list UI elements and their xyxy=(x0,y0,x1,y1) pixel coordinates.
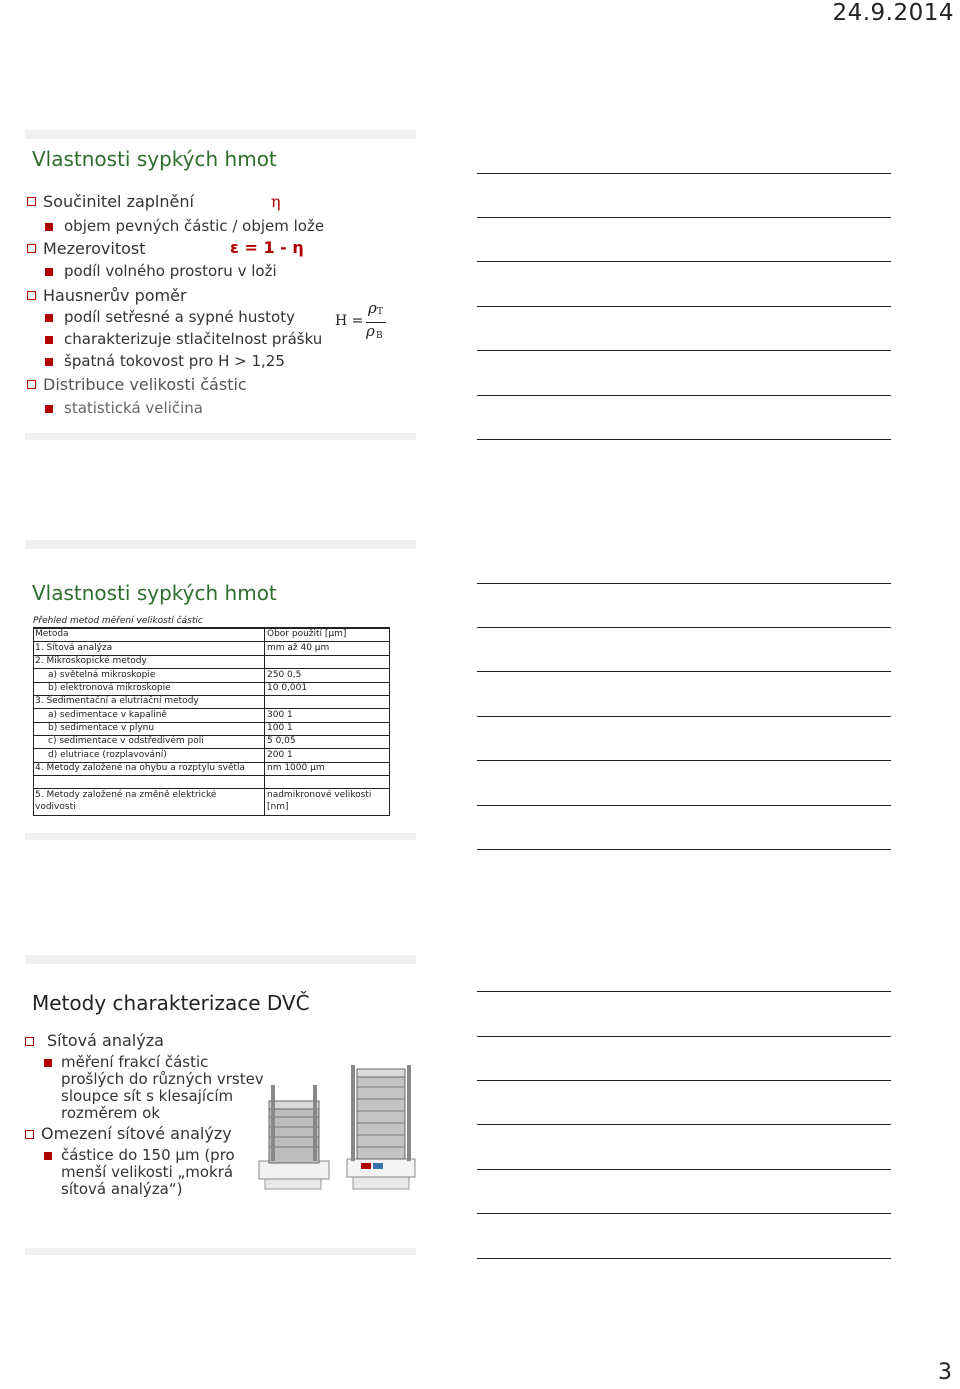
note-line xyxy=(477,306,891,307)
formula-numerator: ρ xyxy=(368,299,377,317)
formula-numerator-sub: T xyxy=(377,307,384,317)
filled-square-bullet-icon xyxy=(44,1152,52,1160)
slide-title: Vlastnosti sypkých hmot xyxy=(32,147,277,171)
formula-denominator: ρ xyxy=(366,322,375,340)
table-cell: [nm] xyxy=(267,802,289,812)
bullet-level2: objem pevných částic / objem lože xyxy=(64,217,325,235)
row-divider xyxy=(33,708,390,709)
row-divider xyxy=(33,775,390,776)
table-cell: 5. Metody založené na změně elektrické xyxy=(35,790,217,800)
note-line xyxy=(477,627,891,628)
slide-bottom-bar xyxy=(25,1248,416,1255)
table-cell: 2. Mikroskopické metody xyxy=(35,656,147,666)
formula-lhs: H = xyxy=(335,313,364,329)
row-divider xyxy=(33,748,390,749)
bullet-level2-cont: prošlých do různých vrstev xyxy=(61,1070,264,1088)
bullet-level2-cont: rozměrem ok xyxy=(61,1104,161,1122)
table-cell: vodivosti xyxy=(35,802,76,812)
square-bullet-icon xyxy=(25,1130,34,1139)
note-line xyxy=(477,1036,891,1037)
filled-square-bullet-icon xyxy=(45,358,53,366)
sieve-shaker-image xyxy=(257,1065,416,1193)
note-line xyxy=(477,583,891,584)
page-number: 3 xyxy=(938,1360,952,1385)
square-bullet-icon xyxy=(25,1037,34,1046)
note-line xyxy=(477,350,891,351)
table-cell: 10 0,001 xyxy=(267,683,308,693)
bullet-level1: Omezení sítové analýzy xyxy=(41,1124,232,1143)
hausner-formula xyxy=(335,299,395,350)
slide-2 xyxy=(25,540,416,840)
note-line xyxy=(477,760,891,761)
table-cell: a) světelná mikroskopie xyxy=(48,670,156,680)
bullet-level2: špatná tokovost pro H > 1,25 xyxy=(64,352,285,370)
note-line xyxy=(477,173,891,174)
note-line xyxy=(477,849,891,850)
square-bullet-icon xyxy=(27,244,36,253)
slide-top-bar xyxy=(25,955,416,964)
table-cell: d) elutriace (rozplavování) xyxy=(48,750,167,760)
note-line xyxy=(477,217,891,218)
bullet-level2: podíl setřesné a sypné hustoty xyxy=(64,308,295,326)
row-divider xyxy=(33,668,390,669)
filled-square-bullet-icon xyxy=(45,268,53,276)
bullet-level2-cont: sloupce sít s klesajícím xyxy=(61,1087,234,1105)
filled-square-bullet-icon xyxy=(44,1059,52,1067)
slide-1 xyxy=(25,130,416,440)
slide-top-bar xyxy=(25,540,416,549)
slide-bottom-bar xyxy=(25,433,416,440)
table-cell: c) sedimentace v odstředivém poli xyxy=(48,736,204,746)
square-bullet-icon xyxy=(27,291,36,300)
filled-square-bullet-icon xyxy=(45,223,53,231)
row-divider xyxy=(33,788,390,789)
table-cell: 3. Sedimentační a elutriační metody xyxy=(35,696,199,706)
slide-top-bar xyxy=(25,130,416,139)
slide-title: Vlastnosti sypkých hmot xyxy=(32,581,277,605)
bullet-level1: Sítová analýza xyxy=(47,1031,164,1050)
table-subtitle: Přehled metod měření velikostí částic xyxy=(33,616,203,626)
document-date: 24.9.2014 xyxy=(832,0,954,26)
table-cell: b) elektronová mikroskopie xyxy=(48,683,171,693)
table-cell: a) sedimentace v kapalině xyxy=(48,710,167,720)
slide-title: Metody charakterizace DVČ xyxy=(32,991,310,1015)
bullet-level1: Hausnerův poměr xyxy=(43,286,187,305)
porosity-formula: ε = 1 - η xyxy=(230,238,304,257)
row-divider xyxy=(33,641,390,642)
bullet-level2: statistická veličina xyxy=(64,399,203,417)
header-cell: Metoda xyxy=(35,629,69,639)
note-line xyxy=(477,1169,891,1170)
table-cell: b) sedimentace v plynu xyxy=(48,723,155,733)
slide-3 xyxy=(25,955,416,1255)
filled-square-bullet-icon xyxy=(45,405,53,413)
note-line xyxy=(477,1213,891,1214)
bullet-level2: částice do 150 μm (pro xyxy=(61,1146,235,1164)
bullet-level1: Mezerovitost xyxy=(43,239,146,258)
table-cell: mm až 40 μm xyxy=(267,643,330,653)
note-line xyxy=(477,671,891,672)
table-cell: 100 1 xyxy=(267,723,293,733)
note-line xyxy=(477,395,891,396)
header-cell: Obor použití [μm] xyxy=(267,629,347,639)
table-cell: 1. Sítová analýza xyxy=(35,643,113,653)
note-line xyxy=(477,439,891,440)
note-line xyxy=(477,716,891,717)
bullet-level2: charakterizuje stlačitelnost prášku xyxy=(64,330,323,348)
slide-bottom-bar xyxy=(25,833,416,840)
square-bullet-icon xyxy=(27,380,36,389)
bullet-level2: podíl volného prostoru v loži xyxy=(64,262,277,280)
bullet-level2: měření frakcí částic xyxy=(61,1053,209,1071)
note-line xyxy=(477,991,891,992)
note-line xyxy=(477,1258,891,1259)
table-cell: 4. Metody založené na ohybu a rozptylu světla xyxy=(35,763,246,773)
filled-square-bullet-icon xyxy=(45,336,53,344)
table-cell: 250 0,5 xyxy=(267,670,302,680)
table-border xyxy=(33,815,390,816)
methods-table xyxy=(33,628,390,816)
table-cell: 300 1 xyxy=(267,710,293,720)
table-cell: 5 0,05 xyxy=(267,736,296,746)
note-line xyxy=(477,1124,891,1125)
square-bullet-icon xyxy=(27,197,36,206)
formula-denominator-sub: B xyxy=(376,331,383,341)
note-line xyxy=(477,805,891,806)
note-line xyxy=(477,261,891,262)
note-line xyxy=(477,1080,891,1081)
bullet-level1: Součinitel zaplnění xyxy=(43,192,194,211)
filled-square-bullet-icon xyxy=(45,314,53,322)
bullet-level1: Distribuce velikosti částic xyxy=(43,375,247,394)
eta-symbol: η xyxy=(271,192,281,211)
table-cell: 200 1 xyxy=(267,750,293,760)
table-cell: nm 1000 μm xyxy=(267,763,325,773)
bullet-level2-cont: sítová analýza“) xyxy=(61,1180,183,1198)
table-cell: nadmikronové velikosti xyxy=(267,790,372,800)
bullet-level2-cont: menší velikosti „mokrá xyxy=(61,1163,234,1181)
